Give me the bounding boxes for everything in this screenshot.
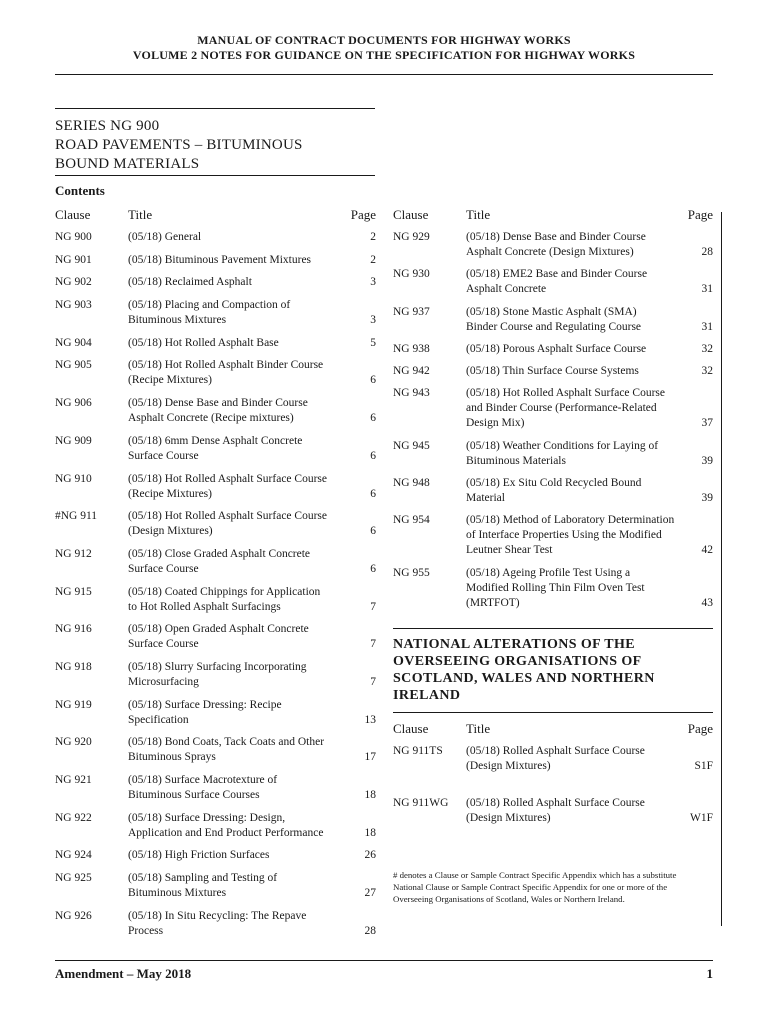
entry-title [128,773,277,803]
entry-clause: NG 911TS [393,745,443,757]
entry-clause: NG 902 [55,276,92,289]
contents-entry [55,253,376,268]
entry-title-line: (Recipe Mixtures) [128,487,212,500]
entry-title-line: (05/18) Hot Rolled Asphalt Surface Course [466,387,665,400]
entry-clause: NG 920 [55,736,92,749]
page-header: Page [687,207,713,222]
contents-entry [393,796,713,826]
series-title [55,117,375,174]
entry-title-line: (05/18) Ageing Profile Test Using a [466,566,631,579]
entry-page: 3 [370,276,376,289]
entry-title-line: Design Mix) [466,417,525,430]
entry-clause: NG 930 [393,268,430,281]
entry-title [128,660,307,690]
entry-title-line: Binder Course and Regulating Course [466,320,642,333]
entry-title [128,735,324,765]
contents-entry [393,476,713,506]
contents-entry [55,298,376,328]
entry-title-line: (05/18) Hot Rolled Asphalt Base [128,336,279,349]
entry-title-line: (05/18) Method of Laboratory Determination [466,514,675,527]
entry-title [466,566,645,611]
header-line-2: VOLUME 2 NOTES FOR GUIDANCE ON THE SPECIFICATION FOR HIGHWAY WORKS [132,48,636,62]
contents-entry [55,396,376,426]
national-bottom-rule [393,712,713,713]
entry-title-line: Bituminous Materials [466,454,566,467]
entry-title-line: Modified Rolling Thin Film Oven Test [466,581,645,594]
contents-entry [55,660,376,690]
entry-title [128,909,306,939]
entry-title [128,396,308,426]
entry-title [128,585,320,615]
entry-title-line: (05/18) 6mm Dense Asphalt Concrete [128,434,303,447]
entry-title [128,698,282,728]
entry-title [128,472,327,502]
entry-title-line: (05/18) Hot Rolled Asphalt Binder Course [128,359,324,372]
entry-title-line: (05/18) EME2 Base and Binder Course [466,268,648,281]
entry-title-line: (05/18) Open Graded Asphalt Concrete [128,623,309,636]
entry-page: 6 [370,487,376,500]
entry-clause: NG 938 [393,342,430,355]
entry-page: 37 [701,417,713,430]
entry-title [466,796,645,826]
entry-clause: NG 926 [55,909,92,922]
contents-entry [55,336,376,351]
entry-title-line: Surface Course [128,638,199,651]
entry-clause: NG 945 [393,439,430,452]
entry-title-line: (05/18) Bond Coats, Tack Coats and Other [128,736,325,749]
entry-title-line: Surface Course [128,562,199,575]
entry-clause: NG 901 [55,253,92,266]
entry-title-line: Bituminous Mixtures [128,314,227,327]
footnote: # denotes a Clause or Sample Contract Specific Appendix which has a substitute National Clause or Sample Contract Specific Appendix for one or more of the Overseeing Organisations of Scotland, Wales or Northern Ireland. [393,870,677,904]
contents-entry [393,267,713,297]
right-column-header [393,207,713,225]
entry-page: 7 [370,675,376,688]
page-number: 1 [706,966,713,981]
entry-page: 32 [701,365,713,378]
entry-title-line: (05/18) Dense Base and Binder Course [128,397,308,410]
entry-title [466,364,639,379]
entry-page: 42 [701,544,713,557]
entry-clause: NG 948 [393,477,430,490]
left-contents-column [55,207,376,946]
contents-entry [55,773,376,803]
entry-title-line: (05/18) Rolled Asphalt Surface Course [466,745,645,757]
entry-title-line: (05/18) Dense Base and Binder Course [466,231,646,243]
entry-title-line: Bituminous Surface Courses [128,789,260,801]
contents-entry [55,848,376,863]
entry-title-line: (05/18) Slurry Surfacing Incorporating [128,660,307,673]
contents-entry [55,472,376,502]
contents-entry [55,811,376,841]
entry-title [466,439,658,469]
entry-title [128,275,252,290]
national-top-rule [393,628,713,629]
clause-header: Clause [393,721,429,736]
entry-title-line: (05/18) Thin Surface Course Systems [466,365,639,378]
series-top-rule [55,108,375,109]
right-entry-list [393,230,713,611]
entry-title [128,298,290,328]
national-alterations-title [393,636,713,704]
entry-title-line: (05/18) Bituminous Pavement Mixtures [128,253,312,266]
entry-page: 2 [370,231,376,243]
entry-title [128,871,277,901]
contents-entry [393,305,713,335]
entry-title-line: (MRTFOT) [466,596,520,609]
entry-clause: NG 954 [393,514,430,527]
national-line-2: OVERSEEING ORGANISATIONS OF [393,654,642,669]
entry-title [466,513,674,558]
amendment-label: Amendment – May 2018 [55,966,192,981]
entry-title [466,386,665,431]
national-line-1: NATIONAL ALTERATIONS OF THE [393,637,635,652]
entry-title [466,305,641,335]
entry-clause: NG 910 [55,472,92,485]
contents-entry [55,509,376,539]
contents-entry [55,735,376,765]
entry-title-line: (05/18) Sampling and Testing of [128,872,278,885]
national-contents-column [393,721,713,848]
entry-page: 27 [364,887,376,900]
entry-title [128,622,309,652]
entry-clause: NG 918 [55,660,92,673]
left-column-header [55,207,376,225]
entry-title-line: (Design Mixtures) [128,525,213,538]
series-bottom-rule [55,175,375,176]
entry-title-line: Microsurfacing [128,675,199,688]
entry-clause: NG 929 [393,231,430,243]
entry-title-line: Bituminous Sprays [128,751,216,764]
document-header [0,33,768,63]
entry-clause: NG 911WG [393,797,449,809]
entry-title [128,811,323,841]
contents-entry [55,547,376,577]
column-divider [721,212,722,926]
entry-clause: NG 955 [393,566,430,579]
national-line-4: IRELAND [393,688,461,703]
header-rule [55,74,713,75]
entry-page: 17 [364,751,376,764]
contents-entry [393,230,713,260]
contents-entry [55,434,376,464]
national-line-3: SCOTLAND, WALES AND NORTHERN [393,671,655,686]
entry-title [128,253,311,268]
entry-title-line: Asphalt Concrete (Design Mixtures) [466,246,634,258]
entry-clause: NG 905 [55,359,92,372]
entry-title-line: Application and End Product Performance [128,826,324,839]
entry-page: 6 [370,449,376,462]
entry-page: 6 [370,412,376,425]
contents-entry [55,698,376,728]
title-header: Title [128,207,153,222]
entry-clause: #NG 911 [55,510,98,523]
national-column-header [393,721,713,739]
entry-title-line: (05/18) Hot Rolled Asphalt Surface Course [128,472,327,485]
entry-title [128,434,302,464]
entry-clause: NG 921 [55,774,92,786]
entry-page: 6 [370,562,376,575]
entry-title-line: (05/18) Surface Dressing: Design, [128,811,286,824]
entry-title [128,547,310,577]
entry-title-line: (Recipe Mixtures) [128,374,212,387]
entry-title-line: (Design Mixtures) [466,760,551,772]
right-contents-column [393,207,713,618]
entry-title-line: (05/18) Stone Mastic Asphalt (SMA) [466,305,637,318]
entry-title-line: Bituminous Mixtures [128,887,227,900]
entry-page: 26 [364,849,376,862]
contents-entry [55,585,376,615]
entry-clause: NG 942 [393,365,430,378]
entry-title-line: Leutner Shear Test [466,544,553,557]
contents-entry [55,622,376,652]
entry-title-line: (05/18) High Friction Surfaces [128,849,270,862]
entry-title-line: Specification [128,713,189,726]
entry-clause: NG 916 [55,623,92,636]
entry-title-line: of Interface Properties Using the Modified [466,529,662,542]
entry-page: 3 [370,314,376,327]
entry-title [466,267,647,297]
contents-entry [393,513,713,558]
entry-clause: NG 909 [55,434,92,447]
entry-clause: NG 919 [55,698,92,711]
left-entry-list [55,230,376,939]
entry-page: 7 [370,638,376,651]
contents-entry [55,230,376,245]
entry-title [466,744,645,774]
entry-title [128,358,323,388]
entry-clause: NG 937 [393,305,430,318]
entry-title-line: (05/18) Ex Situ Cold Recycled Bound [466,477,642,490]
entry-clause: NG 906 [55,397,92,410]
entry-clause: NG 903 [55,299,92,312]
series-line-2: ROAD PAVEMENTS – BITUMINOUS [55,137,303,153]
entry-page: 2 [370,253,376,266]
entry-page: 31 [701,283,713,296]
contents-entry [55,909,376,939]
contents-entry [55,275,376,290]
entry-title-line: to Hot Rolled Asphalt Surfacings [128,600,281,613]
entry-title-line: (05/18) Surface Macrotexture of [128,774,278,786]
title-header: Title [466,721,491,736]
entry-title-line: (05/18) Rolled Asphalt Surface Course [466,797,645,809]
contents-entry [393,744,713,774]
entry-title [466,342,646,357]
entry-page: 5 [370,336,376,349]
title-header: Title [466,207,491,222]
header-line-1: MANUAL OF CONTRACT DOCUMENTS FOR HIGHWAY WORKS [197,33,571,47]
entry-title-line: Asphalt Concrete (Recipe mixtures) [128,412,294,425]
entry-title-line: (05/18) Hot Rolled Asphalt Surface Course [128,510,327,523]
entry-clause: NG 925 [55,872,92,885]
page-header: Page [687,721,713,736]
contents-entry [55,871,376,901]
series-line-3: BOUND MATERIALS [55,156,200,172]
entry-page: 6 [370,374,376,387]
entry-title [128,509,327,539]
series-line-1: SERIES NG 900 [55,118,160,134]
entry-title-line: (05/18) Porous Asphalt Surface Course [466,342,647,355]
entry-title-line: (05/18) Coated Chippings for Application [128,585,321,598]
entry-title-line: (05/18) Weather Conditions for Laying of [466,439,659,452]
entry-page: 18 [364,789,376,801]
national-entry-list [393,744,713,826]
entry-title-line: Asphalt Concrete [466,283,547,296]
entry-clause: NG 904 [55,336,92,349]
contents-entry [393,342,713,357]
entry-title-line: (05/18) General [128,231,202,243]
entry-title-line: and Binder Course (Performance-Related [466,402,657,415]
entry-title-line: (05/18) In Situ Recycling: The Repave [128,909,307,922]
entry-title [466,230,646,260]
entry-page: 28 [364,924,376,937]
entry-title-line: Surface Course [128,449,199,462]
contents-entry [393,386,713,431]
clause-header: Clause [393,207,429,222]
entry-clause: NG 915 [55,585,92,598]
entry-page: 28 [701,246,713,258]
entry-title [466,476,641,506]
entry-title-line: (05/18) Surface Dressing: Recipe [128,698,282,711]
entry-page: 7 [370,600,376,613]
contents-entry [393,364,713,379]
contents-entry [55,358,376,388]
entry-title [128,230,201,245]
entry-page: S1F [694,760,713,772]
entry-clause: NG 922 [55,811,92,824]
clause-header: Clause [55,207,91,222]
entry-title-line: (05/18) Placing and Compaction of [128,299,291,312]
contents-label: Contents [55,183,105,198]
entry-page: 18 [364,826,376,839]
entry-page: 39 [701,454,713,467]
footer-rule [55,960,713,961]
contents-entry [393,566,713,611]
entry-title-line: Process [128,924,164,937]
entry-clause: NG 900 [55,231,92,243]
entry-page: W1F [690,812,713,824]
entry-title-line: Material [466,492,505,505]
entry-title-line: (Design Mixtures) [466,812,551,824]
entry-clause: NG 943 [393,387,430,400]
entry-title-line: (05/18) Reclaimed Asphalt [128,276,252,289]
page-header: Page [350,207,376,222]
entry-page: 31 [701,320,713,333]
entry-page: 43 [701,596,713,609]
entry-title [128,336,279,351]
entry-title-line: (05/18) Close Graded Asphalt Concrete [128,547,311,560]
entry-clause: NG 912 [55,547,92,560]
entry-clause: NG 924 [55,849,92,862]
entry-page: 6 [370,525,376,538]
entry-page: 39 [701,492,713,505]
entry-page: 13 [364,713,376,726]
entry-title [128,848,270,863]
entry-page: 32 [701,342,713,355]
contents-entry [393,439,713,469]
